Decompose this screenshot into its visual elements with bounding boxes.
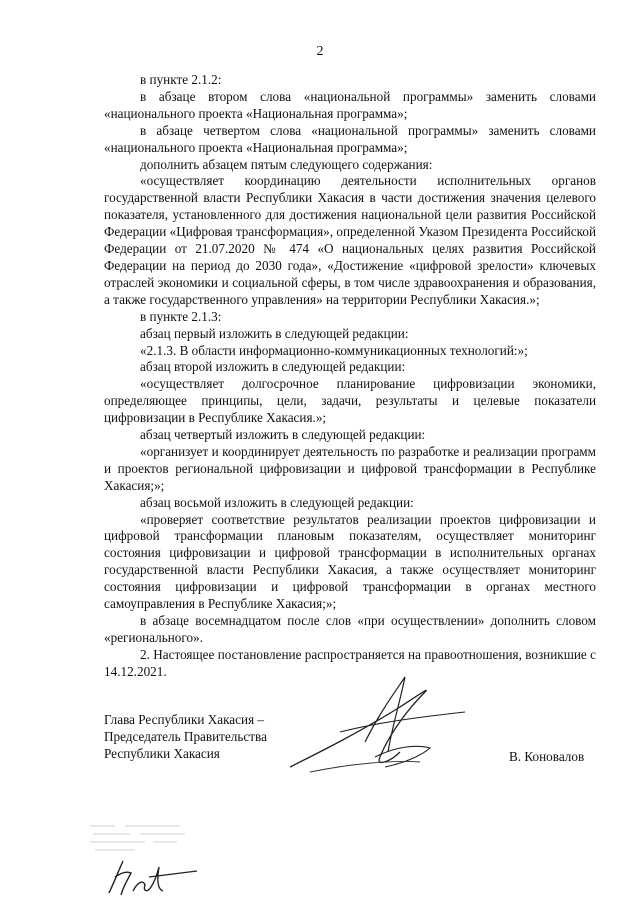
signatory-position-line: Глава Республики Хакасия –	[104, 712, 265, 727]
paragraph: «организует и координирует деятельность по разработке и реализации программ и проектов региональной цифровизации и цифровой трансформации в Республике Хакасия;»;	[104, 443, 596, 493]
handwritten-initials	[105, 855, 200, 900]
paragraph: «осуществляет координацию деятельности исполнительных органов государственной власти Республики Хакасия в части достижения значения целевого показателя, установленного для достижения национальной цели развития Российской Федерации «Цифровая трансформация», определенной Указом Президента Российской Федерации от 21.07.2020 № 474 «О национальных целях развития Российской Федерации на период до 2030 года», «Достижение «цифровой зрелости» ключевых отраслей экономики и социальной сферы, в том числе здравоохранения и образования, а также государственного управления» на территории Республики Хакасия.»;	[104, 173, 596, 307]
paragraph: в абзаце втором слова «национальной программы» заменить словами «национального проекта «Национальная программа»;	[104, 88, 596, 121]
paragraph: абзац восьмой изложить в следующей редакции:	[140, 494, 414, 510]
paragraph: дополнить абзацем пятым следующего содержания:	[140, 156, 433, 172]
paragraph: 2. Настоящее постановление распространяется на правоотношения, возникшие с 14.12.2021.	[104, 646, 596, 679]
paragraph: «проверяет соответствие результатов реализации проектов цифровизации и цифровой трансформации плановым показателям, осуществляет мониторинг состояния цифровизации и цифровой трансформации в исполнительных органах государственной власти Республики Хакасия, а также осуществляет мониторинг состояния цифровизации и цифровой трансформации в органах местного самоуправления в Республике Хакасия;»;	[104, 511, 596, 612]
paragraph: в пункте 2.1.3:	[140, 308, 222, 324]
handwritten-signature	[280, 672, 470, 782]
paragraph: абзац первый изложить в следующей редакции:	[140, 325, 409, 341]
faint-stamp-mark	[85, 820, 195, 860]
paragraph: абзац четвертый изложить в следующей редакции:	[140, 427, 426, 443]
paragraph: в абзаце четвертом слова «национальной программы» заменить словами «национального проекта «Национальная программа»;	[104, 122, 596, 155]
page-number: 2	[316, 44, 324, 59]
paragraph: абзац второй изложить в следующей редакции:	[140, 359, 406, 375]
document-body	[104, 72, 596, 681]
paragraph: «2.1.3. В области информационно-коммуникационных технологий:»;	[140, 342, 528, 358]
signatory-name: В. Коновалов	[509, 749, 585, 764]
paragraph: в абзаце восемнадцатом после слов «при осуществлении» дополнить словом «регионального».	[104, 613, 596, 645]
paragraph: в пункте 2.1.2:	[140, 72, 222, 87]
signatory-position-line: Председатель Правительства	[104, 728, 267, 744]
signatory-position-line: Республики Хакасия	[104, 745, 220, 761]
paragraph: «осуществляет долгосрочное планирование цифровизации экономики, определяющее принципы, цели, задачи, результаты и целевые показатели цифровизации в Республике Хакасия.»;	[104, 376, 596, 426]
signatory-position	[104, 712, 267, 763]
